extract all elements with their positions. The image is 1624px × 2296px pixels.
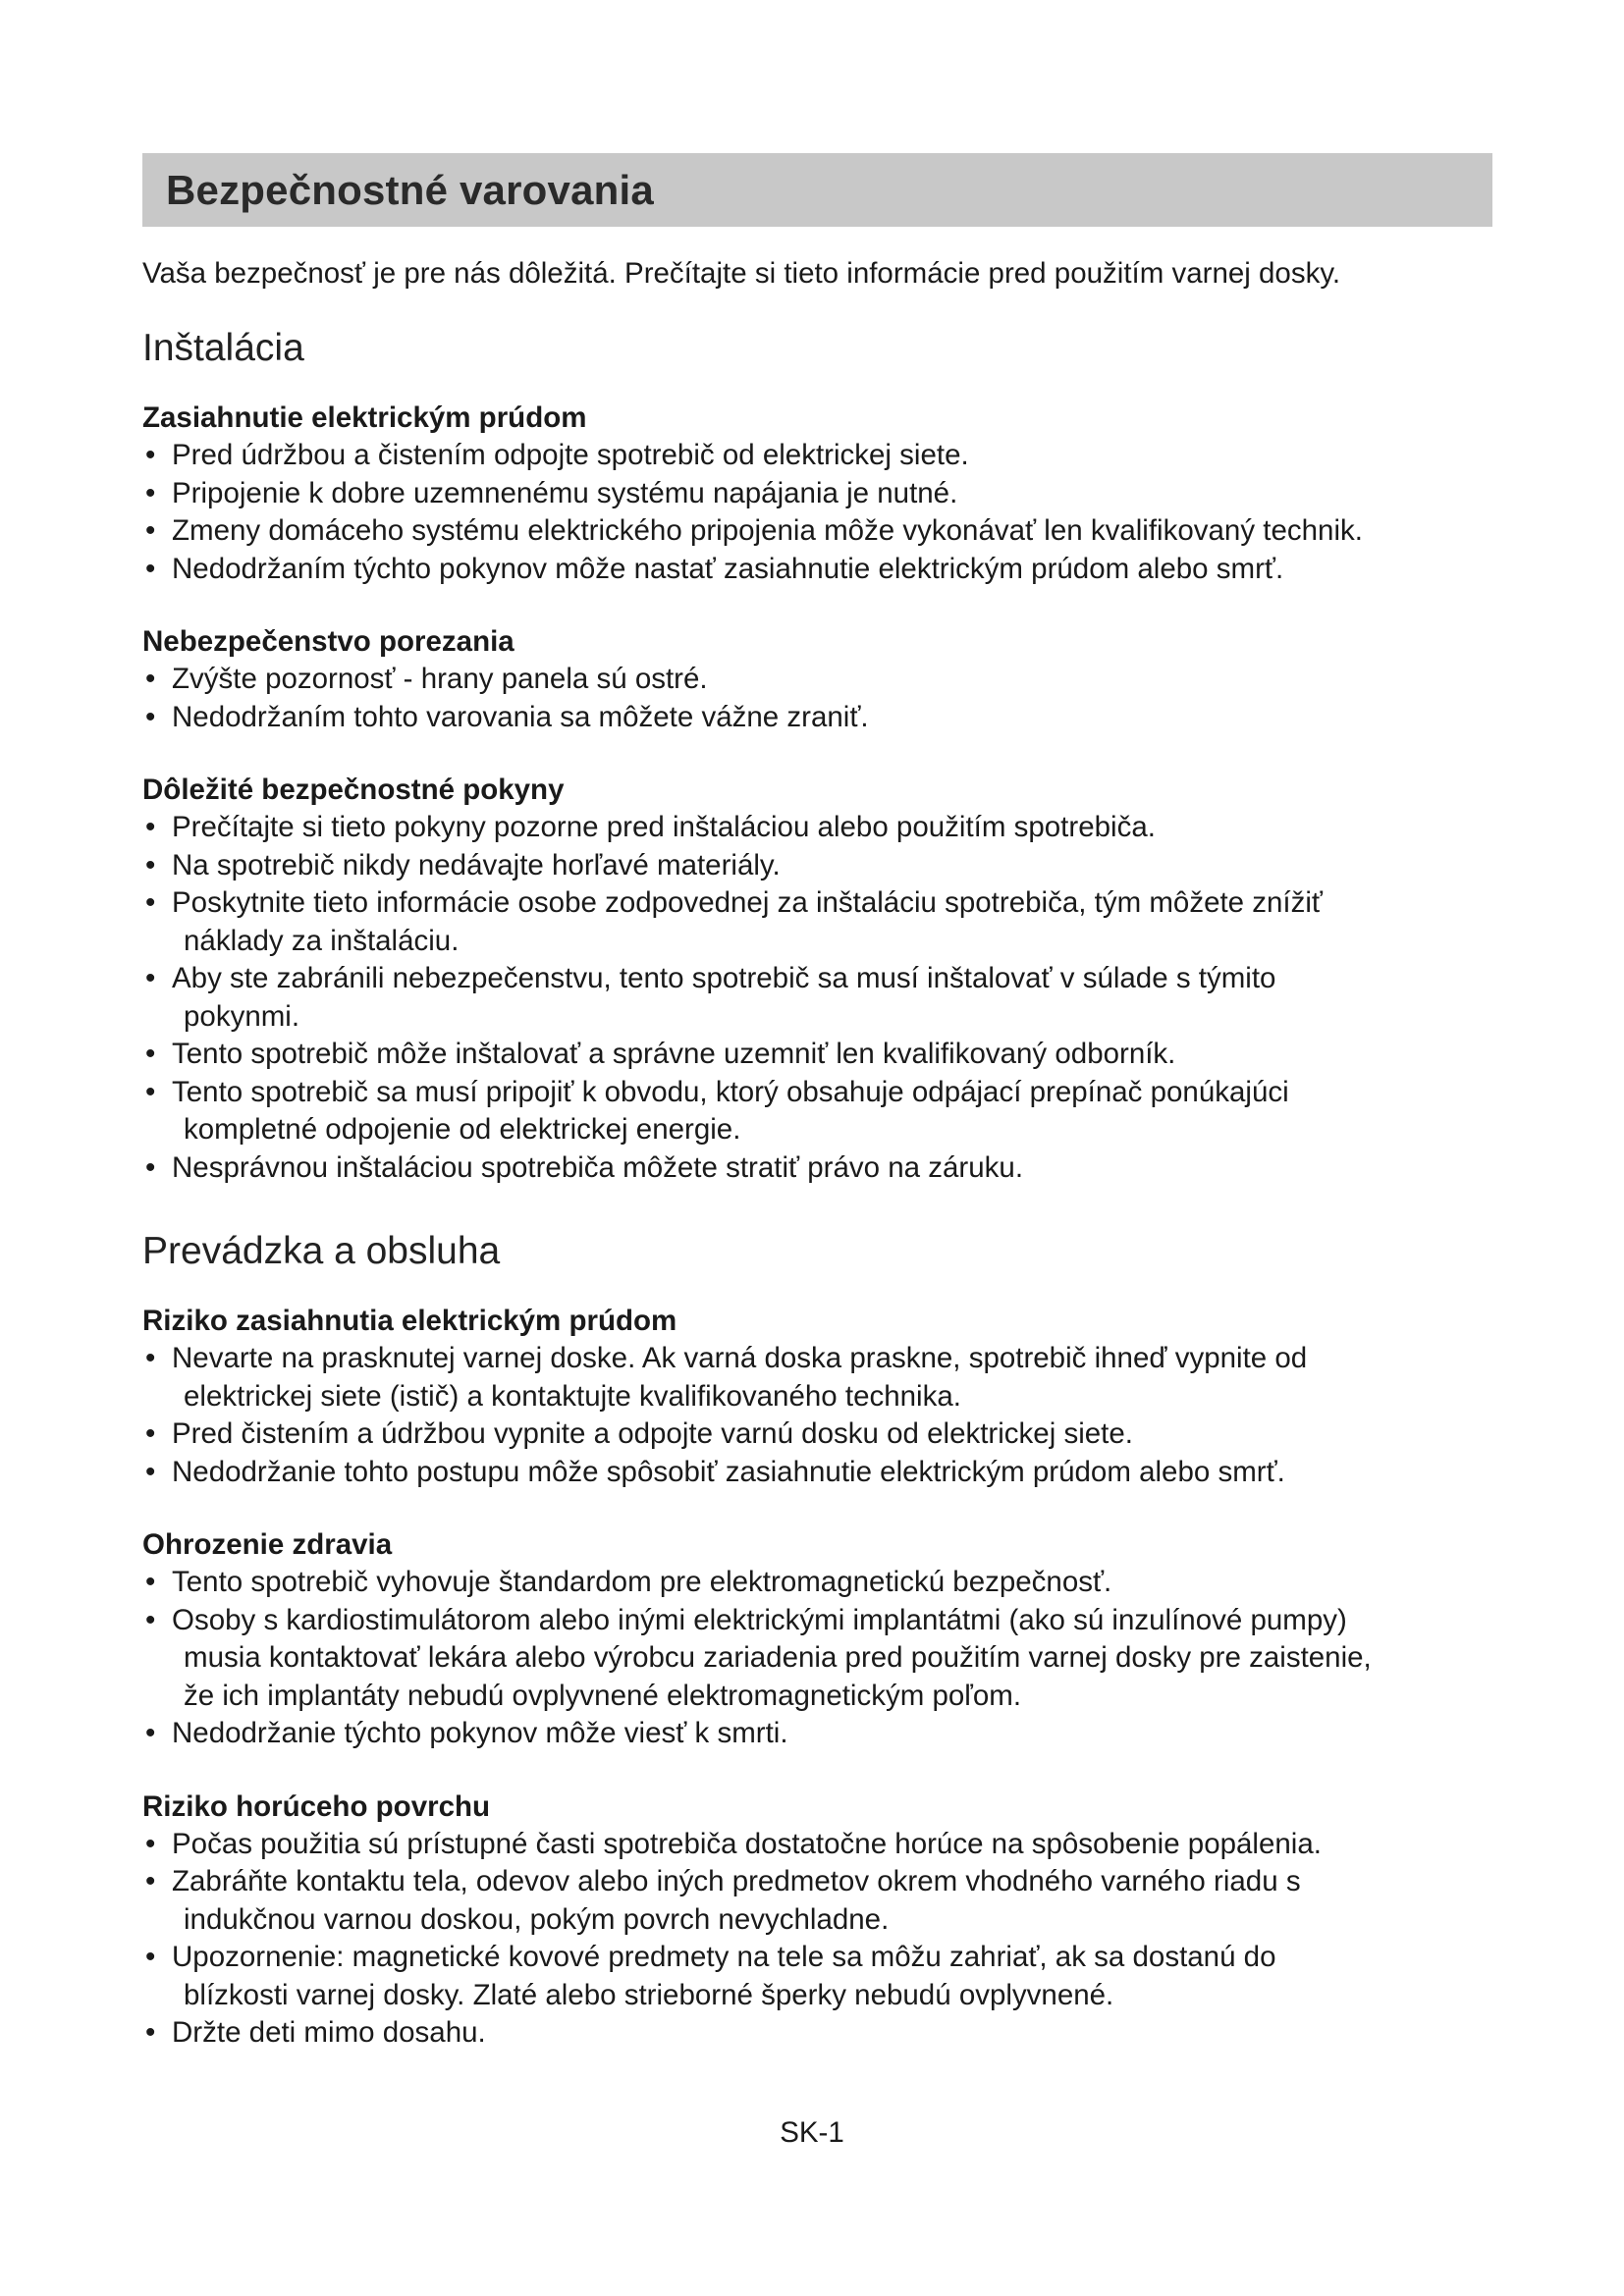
list-item <box>142 1602 1492 1716</box>
page-number: SK-1 <box>780 2116 844 2149</box>
list-item-line: Prečítajte si tieto pokyny pozorne pred inštaláciou alebo použitím spotrebiča. <box>172 811 1156 843</box>
list-item-line: indukčnou varnou doskou, pokým povrch nevychladne. <box>184 1902 890 1936</box>
subsection <box>142 1303 1492 1491</box>
bullet-icon: • <box>145 1150 156 1184</box>
bullet-icon: • <box>145 1038 156 1070</box>
bullet-icon: • <box>145 848 156 881</box>
bullet-list <box>142 1826 1492 2053</box>
list-item-line: Upozornenie: magnetické kovové predmety na tele sa môžu zahriať, ak sa dostanú do <box>172 1941 1276 1973</box>
bullet-icon: • <box>145 1865 156 1897</box>
subsection-title: Riziko zasiahnutia elektrickým prúdom <box>142 1305 677 1337</box>
subsection <box>142 1789 1492 2053</box>
list-item <box>142 1826 1492 1864</box>
title-banner <box>142 153 1492 227</box>
list-item-line: Pred údržbou a čistením odpojte spotrebič od elektrickej siete. <box>172 439 969 471</box>
list-item-line: Držte deti mimo dosahu. <box>172 2016 486 2049</box>
list-item <box>142 847 1492 885</box>
bullet-list <box>142 809 1492 1187</box>
bullet-icon: • <box>145 552 156 585</box>
bullet-icon: • <box>145 514 156 547</box>
list-item-line: elektrickej siete (istič) a kontaktujte kvalifikovaného technika. <box>184 1379 961 1413</box>
list-item <box>142 884 1492 960</box>
document-page <box>142 153 1492 2053</box>
list-item-line: Nesprávnou inštaláciou spotrebiča môžete stratiť právo na záruku. <box>172 1150 1024 1184</box>
list-item-line: náklady za inštaláciu. <box>184 924 460 957</box>
list-item <box>142 475 1492 513</box>
list-item-line: Nevarte na prasknutej varnej doske. Ak varná doska praskne, spotrebič ihneď vypnite od <box>172 1342 1308 1374</box>
bullet-icon: • <box>145 439 156 471</box>
subsection-title: Ohrozenie zdravia <box>142 1528 393 1561</box>
subsection <box>142 772 1492 1187</box>
list-item-line: že ich implantáty nebudú ovplyvnené elektromagnetickým poľom. <box>184 1679 1022 1712</box>
list-item <box>142 512 1492 551</box>
list-item <box>142 2014 1492 2053</box>
list-item-line: Zmeny domáceho systému elektrického pripojenia môže vykonávať len kvalifikovaný technik. <box>172 514 1363 547</box>
list-item-line: Poskytnite tieto informácie osobe zodpovednej za inštaláciu spotrebiča, tým môžete znížiť <box>172 886 1323 919</box>
subsection-title: Riziko horúceho povrchu <box>142 1789 491 1823</box>
bullet-list <box>142 1564 1492 1753</box>
list-item <box>142 809 1492 847</box>
subsection <box>142 1526 1492 1753</box>
bullet-icon: • <box>145 1075 156 1108</box>
list-item <box>142 1340 1492 1415</box>
list-item-line: Pred čistením a údržbou vypnite a odpojte varnú dosku od elektrickej siete. <box>172 1417 1133 1450</box>
list-item-line: Tento spotrebič vyhovuje štandardom pre elektromagnetickú bezpečnosť. <box>172 1566 1112 1598</box>
bullet-icon: • <box>145 663 156 695</box>
section-title: Inštalácia <box>142 327 304 369</box>
bullet-icon: • <box>145 700 156 733</box>
section-title: Prevádzka a obsluha <box>142 1230 501 1272</box>
list-item-line: Pripojenie k dobre uzemnenému systému napájania je nutné. <box>172 476 958 509</box>
list-item-line: Zabráňte kontaktu tela, odevov alebo iných predmetov okrem vhodného varného riadu s <box>172 1865 1301 1897</box>
list-item-line: kompletné odpojenie od elektrickej energie. <box>184 1113 741 1146</box>
list-item <box>142 1715 1492 1753</box>
bullet-icon: • <box>145 1827 156 1860</box>
list-item-line: musia kontaktovať lekára alebo výrobcu zariadenia pred použitím varnej dosky pre zaistenie, <box>184 1641 1372 1674</box>
bullet-icon: • <box>145 476 156 509</box>
sections-container <box>142 325 1492 2053</box>
list-item <box>142 437 1492 475</box>
list-item <box>142 960 1492 1036</box>
list-item <box>142 1454 1492 1492</box>
bullet-icon: • <box>145 1455 156 1488</box>
list-item-line: Tento spotrebič môže inštalovať a správne uzemniť len kvalifikovaný odborník. <box>172 1038 1176 1070</box>
bullet-icon: • <box>145 886 156 919</box>
bullet-icon: • <box>145 2016 156 2049</box>
list-item-line: Aby ste zabránili nebezpečenstvu, tento spotrebič sa musí inštalovať v súlade s týmito <box>172 962 1276 994</box>
list-item <box>142 661 1492 699</box>
list-item-line: Nedodržanie týchto pokynov môže viesť k smrti. <box>172 1717 788 1749</box>
list-item <box>142 1036 1492 1074</box>
bullet-list <box>142 437 1492 588</box>
bullet-icon: • <box>145 1717 156 1749</box>
list-item <box>142 699 1492 737</box>
list-item <box>142 1939 1492 2014</box>
bullet-icon: • <box>145 1566 156 1598</box>
subsection <box>142 623 1492 736</box>
list-item <box>142 1074 1492 1149</box>
list-item-line: Zvýšte pozornosť - hrany panela sú ostré. <box>172 663 708 695</box>
bullet-list <box>142 1340 1492 1491</box>
subsection-title: Nebezpečenstvo porezania <box>142 625 514 658</box>
bullet-list <box>142 661 1492 736</box>
list-item <box>142 1863 1492 1939</box>
list-item-line: Osoby s kardiostimulátorom alebo inými elektrickými implantátmi (ako sú inzulínové pumpy) <box>172 1603 1347 1636</box>
subsection-title: Zasiahnutie elektrickým prúdom <box>142 401 587 434</box>
list-item-line: Nedodržaním tohto varovania sa môžete vážne zraniť. <box>172 700 869 733</box>
list-item-line: pokynmi. <box>184 999 300 1033</box>
list-item-line: blízkosti varnej dosky. Zlaté alebo strieborné šperky nebudú ovplyvnené. <box>184 1978 1114 2011</box>
bullet-icon: • <box>145 1941 156 1973</box>
subsection <box>142 400 1492 588</box>
bullet-icon: • <box>145 1342 156 1374</box>
list-item <box>142 1149 1492 1188</box>
bullet-icon: • <box>145 1417 156 1450</box>
bullet-icon: • <box>145 962 156 994</box>
list-item-line: Tento spotrebič sa musí pripojiť k obvodu, ktorý obsahuje odpájací prepínač ponúkajúci <box>172 1075 1289 1108</box>
list-item <box>142 551 1492 589</box>
list-item-line: Počas použitia sú prístupné časti spotrebiča dostatočne horúce na spôsobenie popálenia. <box>172 1827 1322 1860</box>
list-item <box>142 1415 1492 1454</box>
page-title: Bezpečnostné varovania <box>166 166 654 213</box>
list-item-line: Nedodržanie tohto postupu môže spôsobiť zasiahnutie elektrickým prúdom alebo smrť. <box>172 1455 1285 1488</box>
bullet-icon: • <box>145 811 156 843</box>
subsection-title: Dôležité bezpečnostné pokyny <box>142 774 565 806</box>
intro-paragraph: Vaša bezpečnosť je pre nás dôležitá. Prečítajte si tieto informácie pred použitím varnej dosky. <box>142 257 1341 290</box>
list-item <box>142 1564 1492 1602</box>
list-item-line: Na spotrebič nikdy nedávajte horľavé materiály. <box>172 848 781 881</box>
bullet-icon: • <box>145 1603 156 1636</box>
list-item-line: Nedodržaním týchto pokynov môže nastať zasiahnutie elektrickým prúdom alebo smrť. <box>172 552 1284 585</box>
